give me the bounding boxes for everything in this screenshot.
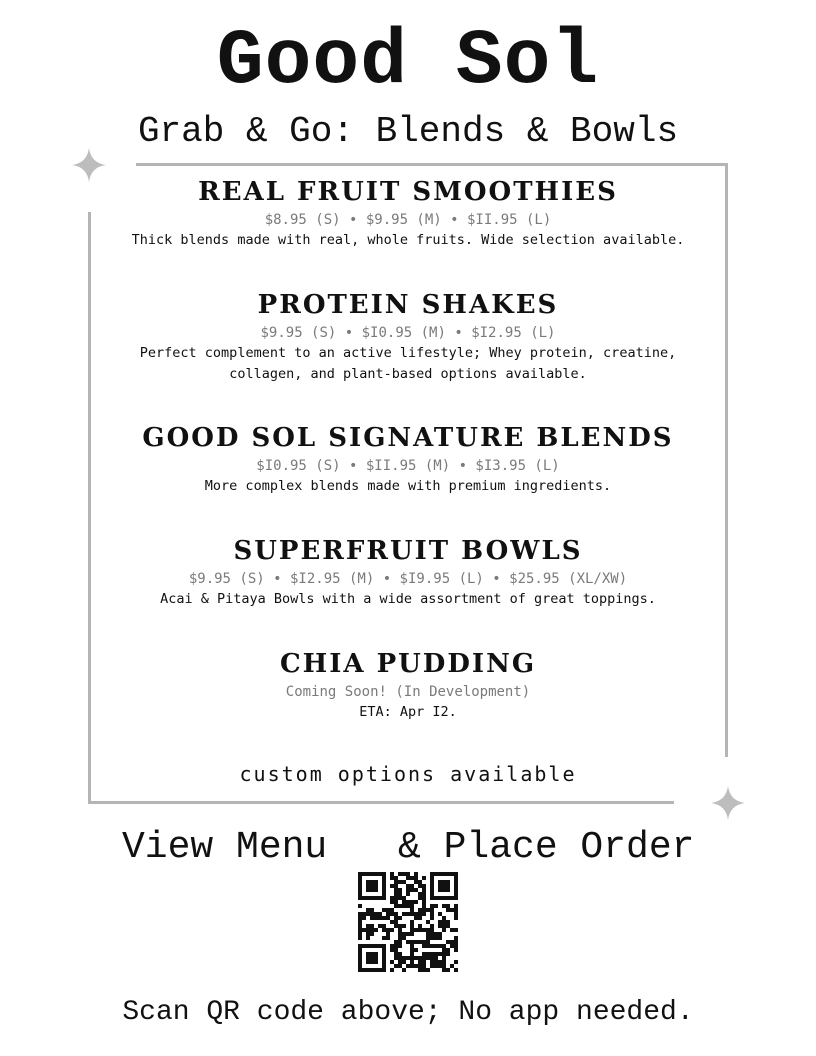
menu-section [90,422,726,497]
menu-section [90,535,726,610]
menu-section [90,648,726,723]
section-description: ETA: Apr I2. [359,704,457,720]
menu-subtitle: Grab & Go: Blends & Bowls [137,111,679,152]
custom-options-note: custom options available [239,762,577,786]
section-title: REAL FRUIT SMOOTHIES [198,177,618,207]
view-menu-label: View Menu [122,826,328,869]
sparkle-icon [711,786,745,820]
section-description: More complex blends made with premium ingredients. [204,478,612,494]
section-title: SUPERFRUIT BOWLS [233,536,583,566]
section-prices: $9.95 (S) • $I0.95 (M) • $I2.95 (L) [260,325,556,341]
section-prices: Coming Soon! (In Development) [285,684,531,700]
section-prices: $9.95 (S) • $I2.95 (M) • $I9.95 (L) • $25.95 (XL/XW) [188,571,628,587]
frame-border-top [136,163,728,166]
restaurant-title: Good Sol [216,18,600,106]
section-title: PROTEIN SHAKES [257,290,559,320]
scan-instructions: Scan QR code above; No app needed. [122,997,694,1028]
section-title: CHIA PUDDING [279,649,537,679]
place-order-label: & Place Order [398,826,695,869]
section-description: Thick blends made with real, whole fruits. Wide selection available. [131,232,685,248]
section-description: Perfect complement to an active lifestyle; Whey protein, creatine, collagen, and plant-based options available. [139,345,677,382]
section-prices: $8.95 (S) • $9.95 (M) • $II.95 (L) [264,212,552,228]
qr-code-icon[interactable] [358,872,458,972]
section-title: GOOD SOL SIGNATURE BLENDS [142,423,674,453]
section-description: Acai & Pitaya Bowls with a wide assortment of great toppings. [160,591,656,607]
menu-section [90,176,726,251]
menu-section [90,289,726,385]
section-prices: $I0.95 (S) • $II.95 (M) • $I3.95 (L) [256,458,560,474]
frame-border-bottom [88,801,674,804]
